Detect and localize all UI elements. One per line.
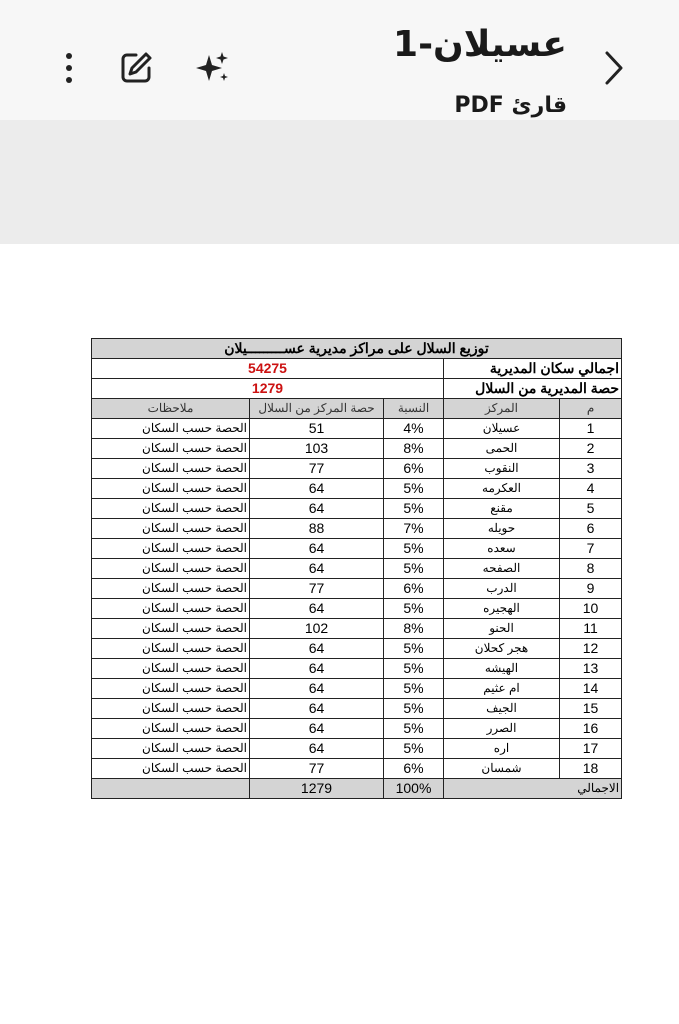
cell-notes: الحصة حسب السكان	[92, 659, 250, 679]
table-row	[92, 599, 622, 619]
cell-num: 1	[560, 419, 622, 439]
population-label: اجمالي سكان المديرية	[444, 359, 622, 379]
cell-center: اره	[444, 739, 560, 759]
cell-center: الحنو	[444, 619, 560, 639]
total-ratio: 100%	[384, 779, 444, 799]
cell-share: 64	[250, 699, 384, 719]
cell-num: 15	[560, 699, 622, 719]
cell-ratio: 8%	[384, 439, 444, 459]
sheet-title: توزيع السلال على مراكز مديرية عســـــــــيلان	[92, 339, 622, 359]
table-row	[92, 639, 622, 659]
cell-notes: الحصة حسب السكان	[92, 639, 250, 659]
table-row	[92, 659, 622, 679]
cell-center: عسيلان	[444, 419, 560, 439]
cell-ratio: 6%	[384, 759, 444, 779]
share-label: حصة المديرية من السلال	[444, 379, 622, 399]
edit-icon[interactable]	[114, 46, 158, 90]
table-row	[92, 759, 622, 779]
cell-center: الصرر	[444, 719, 560, 739]
cell-num: 4	[560, 479, 622, 499]
cell-center: حويله	[444, 519, 560, 539]
cell-share: 88	[250, 519, 384, 539]
cell-num: 16	[560, 719, 622, 739]
cell-share: 64	[250, 499, 384, 519]
total-share: 1279	[250, 779, 384, 799]
table-row	[92, 419, 622, 439]
population-value: 54275	[92, 359, 444, 379]
table-row	[92, 699, 622, 719]
cell-num: 18	[560, 759, 622, 779]
share-row	[92, 379, 622, 399]
chevron-right-icon[interactable]	[596, 46, 632, 90]
cell-center: سعده	[444, 539, 560, 559]
cell-ratio: 5%	[384, 599, 444, 619]
cell-share: 64	[250, 719, 384, 739]
cell-num: 6	[560, 519, 622, 539]
cell-num: 9	[560, 579, 622, 599]
more-vertical-icon[interactable]	[52, 48, 86, 88]
cell-notes: الحصة حسب السكان	[92, 419, 250, 439]
cell-ratio: 4%	[384, 419, 444, 439]
cell-ratio: 5%	[384, 739, 444, 759]
population-row	[92, 359, 622, 379]
cell-share: 102	[250, 619, 384, 639]
cell-ratio: 5%	[384, 479, 444, 499]
cell-center: الجيف	[444, 699, 560, 719]
cell-share: 77	[250, 579, 384, 599]
cell-notes: الحصة حسب السكان	[92, 519, 250, 539]
cell-share: 64	[250, 679, 384, 699]
document-title: عسيلان-1	[393, 24, 567, 65]
cell-notes: الحصة حسب السكان	[92, 619, 250, 639]
cell-notes: الحصة حسب السكان	[92, 679, 250, 699]
table-row	[92, 619, 622, 639]
cell-notes: الحصة حسب السكان	[92, 499, 250, 519]
table-row	[92, 479, 622, 499]
cell-notes: الحصة حسب السكان	[92, 579, 250, 599]
cell-num: 14	[560, 679, 622, 699]
cell-center: الحمى	[444, 439, 560, 459]
cell-notes: الحصة حسب السكان	[92, 479, 250, 499]
col-ratio: النسبة	[384, 399, 444, 419]
cell-share: 77	[250, 459, 384, 479]
table-row	[92, 459, 622, 479]
distribution-table	[91, 338, 622, 799]
cell-num: 17	[560, 739, 622, 759]
cell-ratio: 8%	[384, 619, 444, 639]
cell-share: 64	[250, 479, 384, 499]
cell-share: 103	[250, 439, 384, 459]
cell-ratio: 5%	[384, 539, 444, 559]
cell-center: هجر كحلان	[444, 639, 560, 659]
cell-notes: الحصة حسب السكان	[92, 539, 250, 559]
cell-notes: الحصة حسب السكان	[92, 459, 250, 479]
table-row	[92, 439, 622, 459]
column-header-row	[92, 399, 622, 419]
col-notes: ملاحظات	[92, 399, 250, 419]
col-share: حصة المركز من السلال	[250, 399, 384, 419]
cell-ratio: 5%	[384, 719, 444, 739]
toolbar-area	[0, 120, 679, 244]
cell-ratio: 5%	[384, 559, 444, 579]
col-num: م	[560, 399, 622, 419]
cell-notes: الحصة حسب السكان	[92, 759, 250, 779]
table-row	[92, 519, 622, 539]
cell-share: 64	[250, 599, 384, 619]
cell-notes: الحصة حسب السكان	[92, 699, 250, 719]
cell-ratio: 5%	[384, 679, 444, 699]
cell-notes: الحصة حسب السكان	[92, 719, 250, 739]
cell-share: 64	[250, 739, 384, 759]
cell-center: مقنع	[444, 499, 560, 519]
cell-center: شمسان	[444, 759, 560, 779]
cell-num: 11	[560, 619, 622, 639]
cell-num: 7	[560, 539, 622, 559]
cell-share: 64	[250, 539, 384, 559]
pdf-page	[91, 338, 621, 799]
cell-ratio: 6%	[384, 579, 444, 599]
cell-num: 8	[560, 559, 622, 579]
cell-center: الهيشه	[444, 659, 560, 679]
cell-center: الدرب	[444, 579, 560, 599]
table-row	[92, 539, 622, 559]
total-notes	[92, 779, 250, 799]
cell-notes: الحصة حسب السكان	[92, 739, 250, 759]
cell-share: 64	[250, 659, 384, 679]
total-row	[92, 779, 622, 799]
table-row	[92, 679, 622, 699]
cell-num: 2	[560, 439, 622, 459]
col-center: المركز	[444, 399, 560, 419]
table-row	[92, 499, 622, 519]
cell-num: 12	[560, 639, 622, 659]
total-label: الاجمالي	[444, 779, 622, 799]
cell-center: العكرمه	[444, 479, 560, 499]
cell-ratio: 5%	[384, 659, 444, 679]
table-row	[92, 559, 622, 579]
table-row	[92, 579, 622, 599]
table-row	[92, 739, 622, 759]
cell-ratio: 6%	[384, 459, 444, 479]
cell-share: 77	[250, 759, 384, 779]
sheet-title-row	[92, 339, 622, 359]
cell-ratio: 7%	[384, 519, 444, 539]
table-body	[92, 419, 622, 779]
cell-ratio: 5%	[384, 639, 444, 659]
cell-share: 51	[250, 419, 384, 439]
table-row	[92, 719, 622, 739]
cell-center: النقوب	[444, 459, 560, 479]
cell-num: 13	[560, 659, 622, 679]
app-subtitle: قارئ PDF	[454, 93, 567, 118]
cell-num: 10	[560, 599, 622, 619]
cell-center: الهجيره	[444, 599, 560, 619]
share-value: 1279	[92, 379, 444, 399]
app-header	[0, 0, 679, 120]
cell-num: 3	[560, 459, 622, 479]
sparkle-icon[interactable]	[190, 46, 234, 90]
cell-ratio: 5%	[384, 499, 444, 519]
cell-share: 64	[250, 639, 384, 659]
cell-share: 64	[250, 559, 384, 579]
cell-notes: الحصة حسب السكان	[92, 599, 250, 619]
cell-center: ام عثيم	[444, 679, 560, 699]
cell-notes: الحصة حسب السكان	[92, 439, 250, 459]
cell-ratio: 5%	[384, 699, 444, 719]
cell-num: 5	[560, 499, 622, 519]
cell-notes: الحصة حسب السكان	[92, 559, 250, 579]
cell-center: الصفحه	[444, 559, 560, 579]
